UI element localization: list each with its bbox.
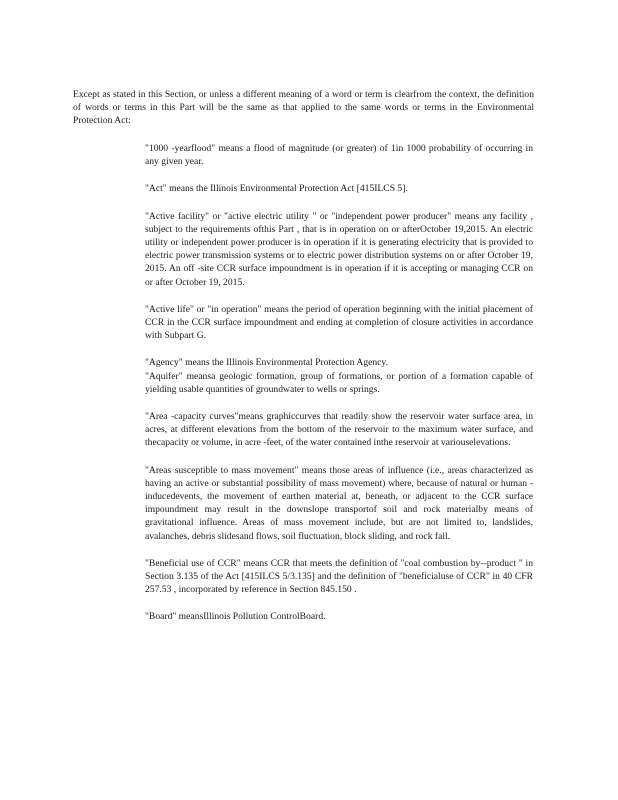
definition-active-life: "Active life" or "in operation" means the period of operation beginning with the initial placement of CCR in the CCR surface impoundment and ending at completion of closure activities in accordance with Subpart G. xyxy=(145,303,533,342)
definition-act: "Act" means the Illinois Environmental Protection Act [415ILCS 5]. xyxy=(145,183,408,195)
definition-agency: "Agency" means the Illinois Environmental Protection Agency. xyxy=(145,357,389,369)
definition-active-facility: "Active facility" or "active electric utility " or "independent power producer" means any facility , subject to the requirements ofthis Part , that is in operation on or afterOctober 19,2015. An electric utility or independent power producer is in operation if it is generating electricity that is provided to electric power transmission systems or to electric power distribution systems on or after October 19, 2015. An off -site CCR surface impoundment is in operation if it is accepting or managing CCR on or after October 19, 2015. xyxy=(145,210,533,288)
intro-paragraph: Except as stated in this Section, or unless a different meaning of a word or term is clearfrom the context, the definition of words or terms in this Part will be the same as that applied to the same words or terms in the Environmental Protection Act: xyxy=(73,89,534,126)
definition-aquifer: "Aquifer" meansa geologic formation, group of formations, or portion of a formation capable of yielding usable quantities of groundwater to wells or springs. xyxy=(145,370,533,395)
definitions-list xyxy=(145,142,533,638)
definition-board: "Board" meansIllinois Pollution ControlBoard. xyxy=(145,611,326,623)
definition-area-capacity-curves: "Area -capacity curves"means graphiccurves that readily show the reservoir water surface area, in acres, at different elevations from the bottom of the reservoir to the maximum water surface, and thecapacity or volume, in acre -feet, of the water contained inthe reservoir at variouselevations. xyxy=(145,411,533,449)
definition-1000-year-flood: "1000 -yearflood" means a flood of magnitude (or greater) of 1in 1000 probability of occurring in any given year. xyxy=(145,143,533,168)
definition-areas-susceptible-mass-movement: "Areas susceptible to mass movement" means those areas of influence (i.e., areas characterized as having an active or substantial possibility of mass movement) where, because of natural or human -inducedevents, the movement of earthen material at, beneath, or adjacent to the CCR surface impoundment may result in the downslope transportof soil and rock materialby means of gravitational influence. Areas of mass movement include, but are not limited to, landslides, avalanches, debris slidesand flows, soil fluctuation, block sliding, and rock fall. xyxy=(145,464,533,542)
definition-beneficial-use-ccr: "Beneficial use of CCR" means CCR that meets the definition of "coal combustion by--product " in Section 3.135 of the Act [415ILCS 5/3.135] and the definition of "beneficialuse of CCR" in 40 CFR 257.53 , incorporated by reference in Section 845.150 . xyxy=(145,557,533,596)
